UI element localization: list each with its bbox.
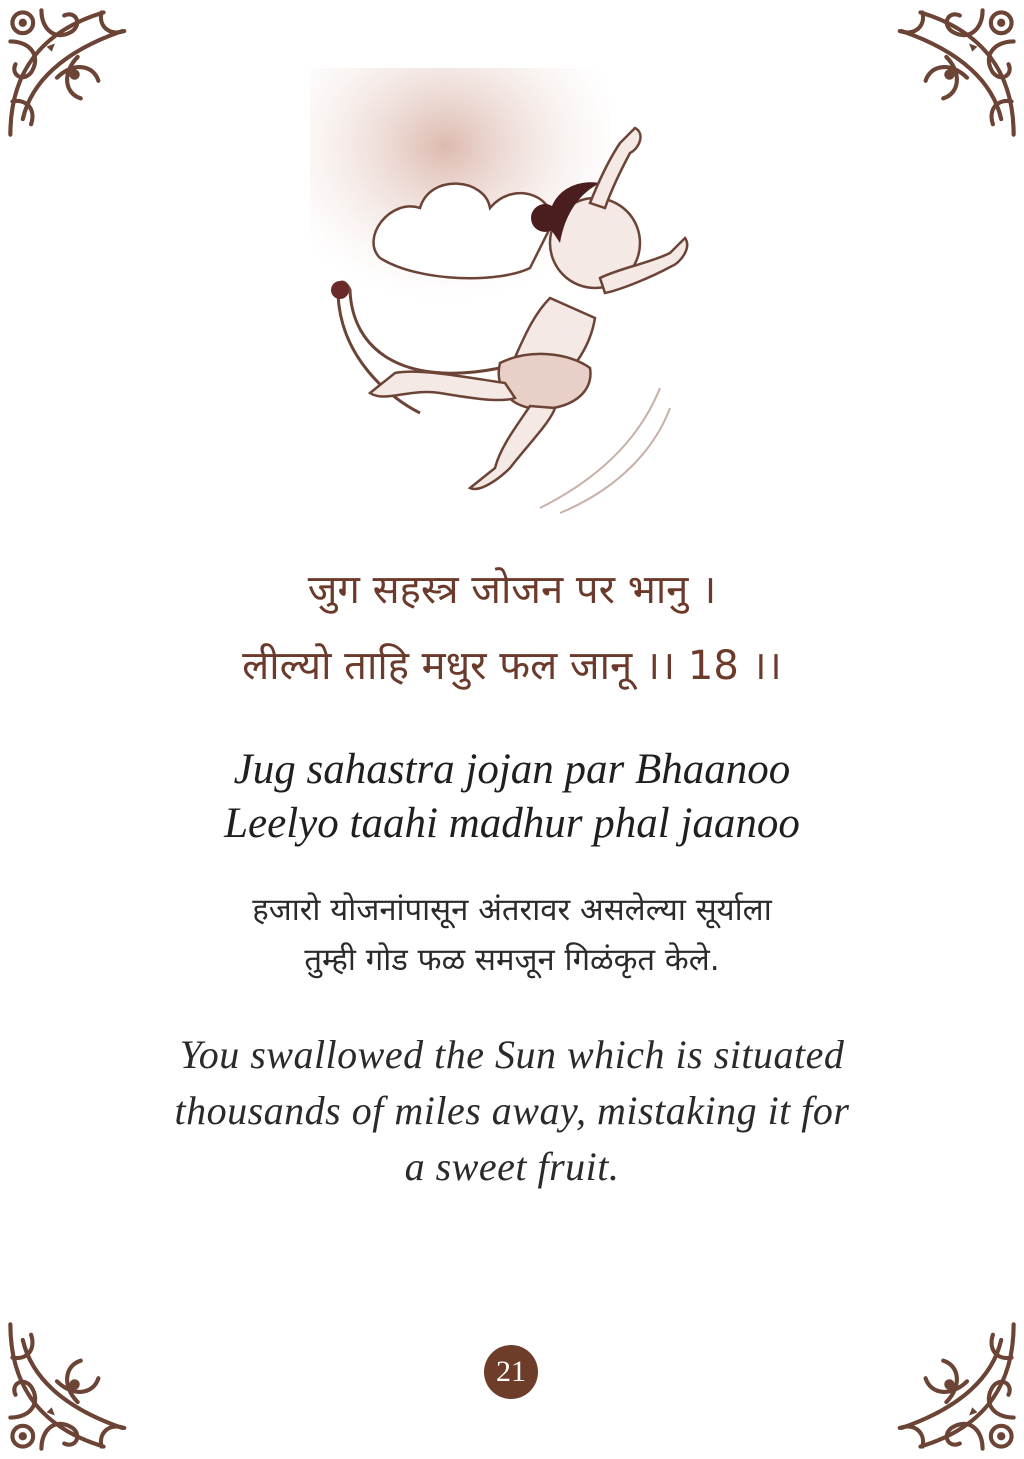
floral-corner-ornament-icon <box>879 0 1024 145</box>
transliteration-line-2: Leelyo taahi madhur phal jaanoo <box>224 800 800 847</box>
floral-corner-ornament-icon <box>0 1314 145 1459</box>
corner-ornament-top-left <box>0 0 145 145</box>
marathi-translation-line-1: हजारो योजनांपासून अंतरावर असलेल्या सूर्याला <box>252 892 772 928</box>
verse-line-1: जुग सहस्त्र जोजन पर भानु । <box>307 567 717 613</box>
corner-ornament-bottom-left <box>0 1314 145 1459</box>
corner-ornament-bottom-right <box>879 1314 1024 1459</box>
marathi-translation-line-2: तुम्ही गोड फळ समजून गिळंकृत केले. <box>304 942 720 978</box>
english-translation-line-3: a sweet fruit. <box>404 1144 620 1189</box>
page-number-badge: 21 <box>484 1345 538 1399</box>
transliteration-line-1: Jug sahastra jojan par Bhaanoo <box>233 746 791 793</box>
corner-ornament-top-right <box>879 0 1024 145</box>
flying-hanuman-illustration <box>300 68 700 518</box>
verse-line-2: लील्यो ताहि मधुर फल जानू ।। 18 ।। <box>242 643 782 689</box>
floral-corner-ornament-icon <box>0 0 145 145</box>
english-translation-line-2: thousands of miles away, mistaking it for <box>174 1088 850 1133</box>
floral-corner-ornament-icon <box>879 1314 1024 1459</box>
english-translation-line-1: You swallowed the Sun which is situated <box>179 1032 845 1077</box>
